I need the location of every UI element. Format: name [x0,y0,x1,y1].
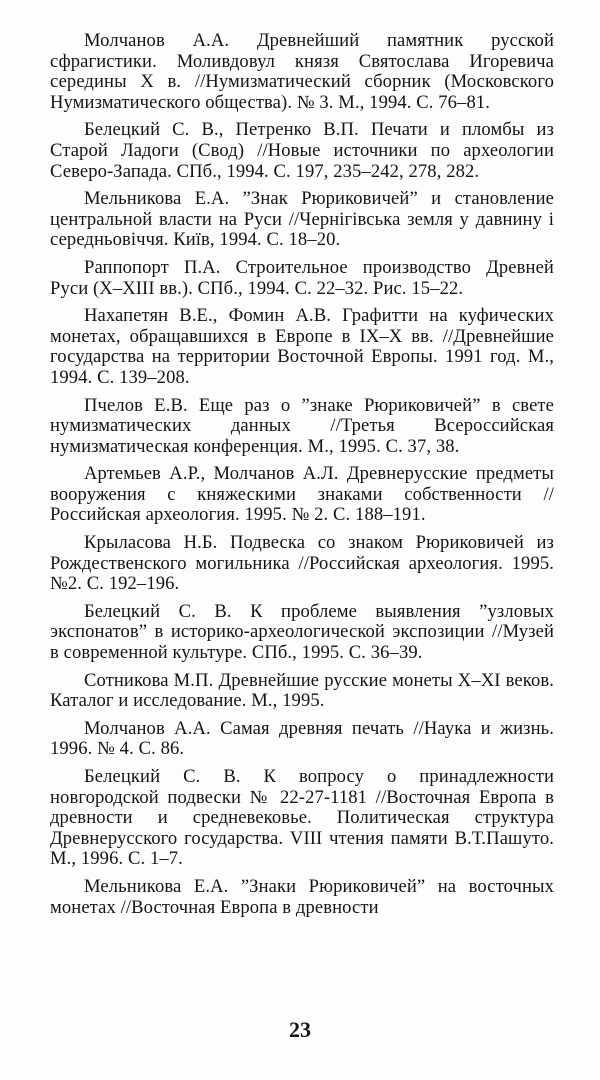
bibliography-entry: Молчанов А.А. Самая древняя печать //Наука и жизнь. 1996. № 4. С. 86. [50,717,554,760]
bibliography-entry: Мельникова Е.А. ”Знаки Рюриковичей” на восточных монетах //Восточная Европа в древности [50,875,554,918]
page-number: 23 [289,1017,311,1042]
bibliography-entry: Артемьев А.Р., Молчанов А.Л. Древнерусские предметы вооружения с княжескими знаками собственности //Российская археология. 1995. № 2. С. 188–191. [50,463,554,526]
bibliography-entry: Сотникова М.П. Древнейшие русские монеты X–XI веков. Каталог и исследование. М., 1995. [50,669,554,712]
bibliography-entry: Нахапетян В.Е., Фомин А.В. Графитти на куфических монетах, обращавшихся в Европе в IX–X вв. //Древнейшие государства на территории Восточной Европы. 1991 год. М., 1994. С. 139–208. [50,305,554,388]
bibliography-list [50,31,554,925]
bibliography-entry: Крыласова Н.Б. Подвеска со знаком Рюриковичей из Рождественского могильника //Российская археология. 1995. №2. С. 192–196. [50,532,554,595]
bibliography-entry: Молчанов А.А. Древнейший памятник русской сфрагистики. Моливдовул князя Святослава Игоревича середины X в. //Нумизматический сборник (Московского Нумизматического общества). № 3. М., 1994. С. 76–81. [50,30,554,113]
bibliography-entry: Белецкий С. В. К проблеме выявления ”узловых экспонатов” в историко-археологической экспозиции //Музей в современной культуре. СПб., 1995. С. 36–39. [50,600,554,664]
bibliography-entry: Белецкий С. В. К вопросу о принадлежности новгородской подвески № 22-27-1181 //Восточная Европа в древности и средневековье. Политическая структура Древнерусского государства. VIII чтения памяти В.Т.Пашуто. М., 1996. С. 1–7. [50,766,554,870]
bibliography-entry: Раппопорт П.А. Строительное производство Древней Руси (X–XIII вв.). СПб., 1994. С. 22–32. Рис. 15–22. [50,256,554,299]
bibliography-entry: Пчелов Е.В. Еще раз о ”знаке Рюриковичей” в свете нумизматических данных //Третья Всероссийская нумизматическая конференция. М., 1995. С. 37, 38. [50,394,554,457]
bibliography-entry: Белецкий С. В., Петренко В.П. Печати и пломбы из Старой Ладоги (Свод) //Новые источники по археологии Северо-Запада. СПб., 1994. С. 197, 235–242, 278, 282. [50,119,554,182]
bibliography-entry: Мельникова Е.А. ”Знак Рюриковичей” и становление центральной власти на Руси //Чернiгiвська земля у давнину i середньовiччя. Киïв, 1994. С. 18–20. [50,188,554,251]
